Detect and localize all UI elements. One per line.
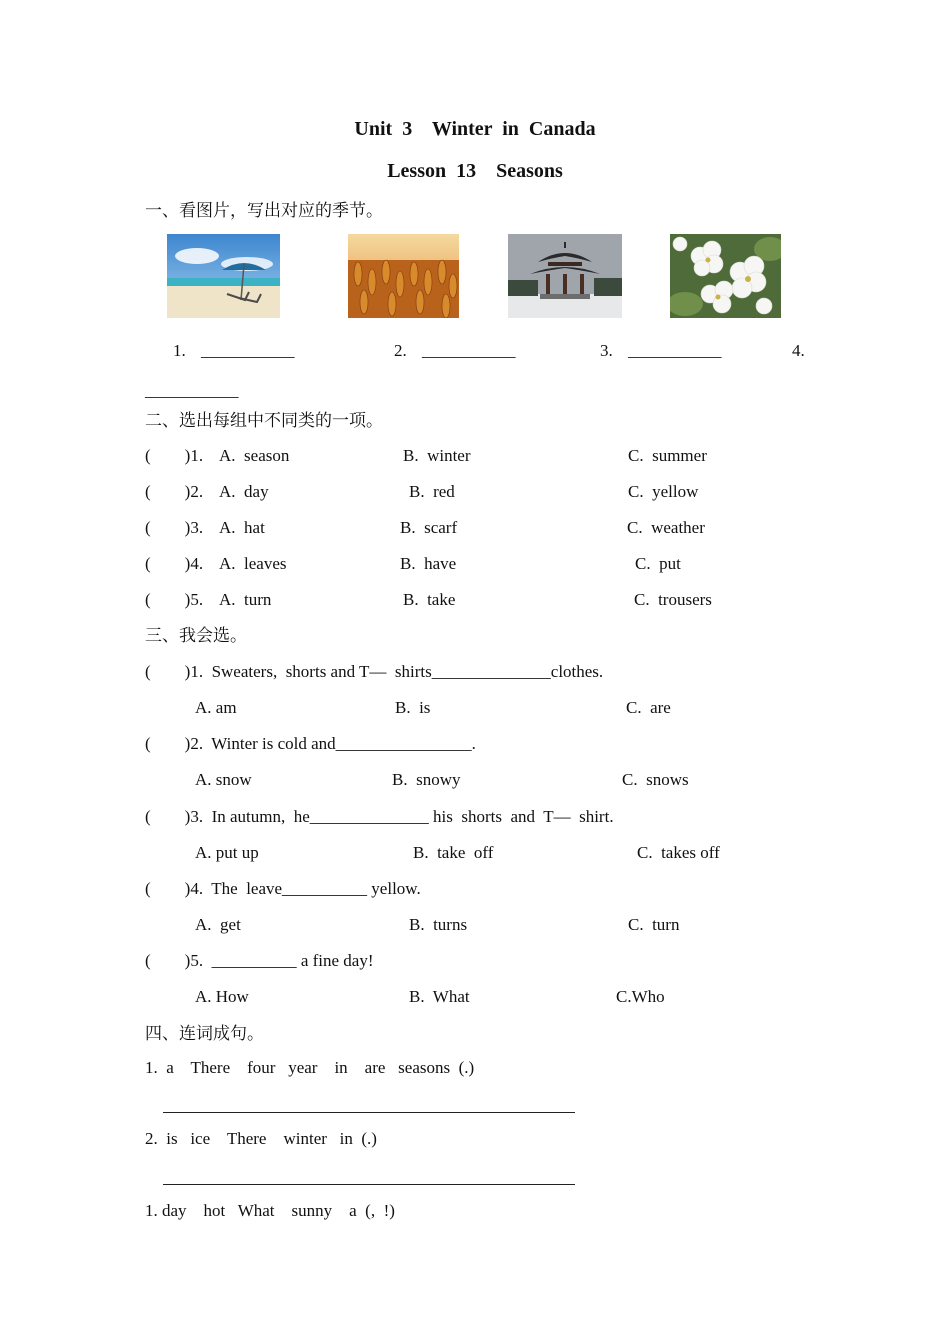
s2-q1-option-b: B. winter xyxy=(403,446,471,465)
section4-heading: 四、连词成句。 xyxy=(145,1024,264,1043)
lesson-title: Lesson 13 Seasons xyxy=(387,160,563,182)
beach-umbrella-picture xyxy=(167,234,280,318)
blank-1-number: 1. xyxy=(173,341,186,360)
s2-q3-option-c: C. weather xyxy=(627,518,705,537)
s2-q5-option-b: B. take xyxy=(403,590,456,609)
s2-q3-option-a: A. hat xyxy=(219,518,265,537)
s3-q5-option-b: B. What xyxy=(409,987,470,1006)
blank-2-number: 2. xyxy=(394,341,407,360)
s2-q3-option-b: B. scarf xyxy=(400,518,458,537)
s3-q2-question: ( )2. Winter is cold and________________. xyxy=(145,734,476,753)
s3-q2-option-b: B. snowy xyxy=(392,770,461,789)
s3-q2-option-c: C. snows xyxy=(622,770,689,789)
section3-heading: 三、我会选。 xyxy=(145,626,247,645)
s3-q5-option-c: C.Who xyxy=(616,987,665,1006)
s3-q1-option-c: C. are xyxy=(626,698,671,717)
s2-q2-number: ( )2. xyxy=(145,482,204,501)
section2-heading: 二、选出每组中不同类的一项。 xyxy=(145,411,383,430)
blank-1-line[interactable]: ___________ xyxy=(201,341,295,360)
s2-q3-number: ( )3. xyxy=(145,518,204,537)
s2-q1-option-a: A. season xyxy=(219,446,290,465)
blank-3-number: 3. xyxy=(600,341,613,360)
s3-q1-question: ( )1. Sweaters, shorts and T— shirts______________clothes. xyxy=(145,662,604,681)
s2-q5-option-a: A. turn xyxy=(219,590,272,609)
s3-q4-option-a: A. get xyxy=(195,915,241,934)
blank-4-number: 4. xyxy=(792,341,805,360)
blank-4-line[interactable]: ___________ xyxy=(145,381,239,400)
s2-q1-number: ( )1. xyxy=(145,446,204,465)
s3-q4-question: ( )4. The leave__________ yellow. xyxy=(145,879,421,898)
s3-q1-option-b: B. is xyxy=(395,698,431,717)
s2-q1-option-c: C. summer xyxy=(628,446,707,465)
s3-q2-option-a: A. snow xyxy=(195,770,252,789)
s2-q5-number: ( )5. xyxy=(145,590,204,609)
s2-q4-option-b: B. have xyxy=(400,554,457,573)
s4-q3-words: 1. day hot What sunny a (, !) xyxy=(145,1201,395,1220)
s4-q1-answer-line[interactable] xyxy=(163,1112,575,1113)
blank-3-line[interactable]: ___________ xyxy=(628,341,722,360)
s3-q4-option-b: B. turns xyxy=(409,915,468,934)
s4-q2-answer-line[interactable] xyxy=(163,1184,575,1185)
unit-title: Unit 3 Winter in Canada xyxy=(354,118,596,140)
s3-q5-option-a: A. How xyxy=(195,987,249,1006)
pavilion-in-snow-picture xyxy=(508,234,622,318)
wheat-field-picture xyxy=(348,234,459,318)
s2-q4-number: ( )4. xyxy=(145,554,204,573)
s3-q3-question: ( )3. In autumn, he______________ his shorts and T— shirt. xyxy=(145,807,614,826)
section1-heading: 一、看图片，写出对应的季节。 xyxy=(145,201,383,220)
white-blossom-picture xyxy=(670,234,781,318)
s2-q2-option-a: A. day xyxy=(219,482,269,501)
s3-q4-option-c: C. turn xyxy=(628,915,680,934)
blank-2-line[interactable]: ___________ xyxy=(422,341,516,360)
s2-q2-option-c: C. yellow xyxy=(628,482,699,501)
s4-q2-words: 2. is ice There winter in (.) xyxy=(145,1129,377,1148)
s3-q3-option-c: C. takes off xyxy=(637,843,720,862)
s3-q1-option-a: A. am xyxy=(195,698,237,717)
s4-q1-words: 1. a There four year in are seasons (.) xyxy=(145,1058,475,1077)
s3-q3-option-b: B. take off xyxy=(413,843,494,862)
s3-q5-question: ( )5. __________ a fine day! xyxy=(145,951,374,970)
s2-q4-option-c: C. put xyxy=(635,554,681,573)
s2-q5-option-c: C. trousers xyxy=(634,590,712,609)
s2-q2-option-b: B. red xyxy=(409,482,455,501)
s3-q3-option-a: A. put up xyxy=(195,843,259,862)
s2-q4-option-a: A. leaves xyxy=(219,554,287,573)
